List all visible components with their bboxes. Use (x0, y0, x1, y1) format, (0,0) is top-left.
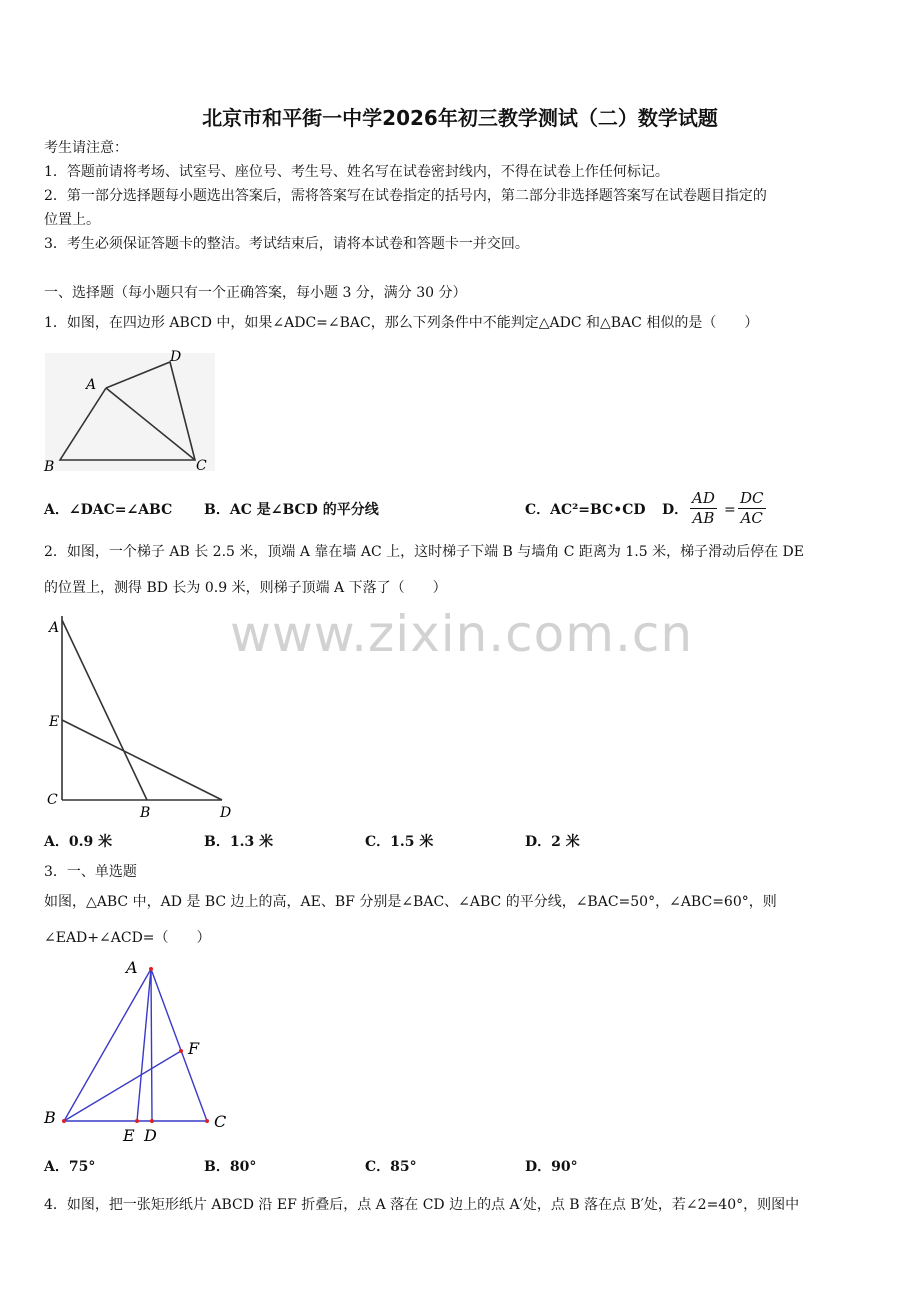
q3-stem-line2: ∠EAD+∠ACD=（ ） (44, 930, 211, 946)
notice-item-1: 1．答题前请将考场、试室号、座位号、考生号、姓名写在试卷密封线内，不得在试卷上作任何标记。 (44, 164, 669, 180)
q2-label-b: B (140, 805, 151, 821)
watermark: www.zixin.com.cn (230, 605, 694, 663)
q2-option-c: C．1.5 米 (365, 834, 434, 850)
q3-label-c: C (214, 1112, 227, 1131)
q1-frac1-num: AD (692, 489, 715, 507)
q3-label-f: F (188, 1039, 200, 1058)
q2-option-a: A．0.9 米 (44, 834, 113, 850)
q3-label-e: E (123, 1126, 135, 1145)
q1-frac2-num: DC (740, 489, 764, 507)
q1-stem: 1．如图，在四边形 ABCD 中，如果∠ADC=∠BAC，那么下列条件中不能判定△ADC 和△BAC 相似的是（ ） (44, 315, 759, 331)
q3-label-d: D (144, 1126, 157, 1145)
q2-figure (40, 608, 240, 823)
q3-option-c: C．85° (365, 1159, 417, 1175)
section-heading: 一、选择题（每小题只有一个正确答案，每小题 3 分，满分 30 分） (44, 285, 467, 301)
q1-fraction-right (738, 489, 766, 528)
q1-option-a: A．∠DAC=∠ABC (44, 502, 173, 518)
q1-frac2-den: AC (740, 509, 763, 527)
q1-fraction-left (690, 489, 717, 528)
q3-figure (40, 955, 240, 1150)
page-title: 北京市和平街一中学2026年初三教学测试（二）数学试题 (202, 106, 718, 130)
notice-heading: 考生请注意： (44, 140, 128, 156)
notice-item-2b: 位置上。 (44, 212, 100, 228)
notice-item-3: 3．考生必须保证答题卡的整洁。考试结束后，请将本试卷和答题卡一并交回。 (44, 236, 529, 252)
q1-label-b: B (44, 459, 55, 475)
q3-option-a: A．75° (44, 1159, 96, 1175)
q2-stem-line1: 2．如图，一个梯子 AB 长 2.5 米，顶端 A 靠在墙 AC 上，这时梯子下端 B 与墙角 C 距离为 1.5 米，梯子滑动后停在 DE (44, 544, 804, 560)
q2-label-e: E (49, 714, 60, 730)
q3-option-d: D．90° (525, 1159, 578, 1175)
q2-label-a: A (49, 620, 60, 636)
q2-label-d: D (220, 805, 232, 821)
q1-equals: = (724, 502, 736, 518)
q3-label-b: B (44, 1108, 56, 1127)
q3-stem-line1: 如图，△ABC 中，AD 是 BC 边上的高，AE、BF 分别是∠BAC、∠ABC 的平分线，∠BAC=50°，∠ABC=60°，则 (44, 894, 777, 910)
q1-label-a: A (86, 377, 97, 393)
q1-option-b: B．AC 是∠BCD 的平分线 (204, 502, 379, 518)
q1-figure (40, 345, 220, 475)
q1-option-d-prefix: D． (662, 502, 689, 518)
q3-label-a: A (126, 958, 138, 977)
notice-item-2a: 2．第一部分选择题每小题选出答案后，需将答案写在试卷指定的括号内，第二部分非选择题答案写在试卷题目指定的 (44, 188, 767, 204)
q1-frac1-den: AB (692, 509, 715, 527)
q3-header: 3．一、单选题 (44, 864, 137, 880)
q1-option-c: C．AC²=BC•CD (525, 502, 646, 518)
q2-stem-line2: 的位置上，测得 BD 长为 0.9 米，则梯子顶端 A 下落了（ ） (44, 580, 447, 596)
q4-stem: 4．如图，把一张矩形纸片 ABCD 沿 EF 折叠后，点 A 落在 CD 边上的点 A′处，点 B 落在点 B′处，若∠2=40°，则图中 (44, 1197, 800, 1213)
q3-option-b: B．80° (204, 1159, 257, 1175)
q2-option-d: D．2 米 (525, 834, 580, 850)
q2-label-c: C (47, 792, 58, 808)
q2-option-b: B．1.3 米 (204, 834, 274, 850)
q1-label-d: D (170, 349, 182, 365)
q1-label-c: C (196, 458, 207, 474)
